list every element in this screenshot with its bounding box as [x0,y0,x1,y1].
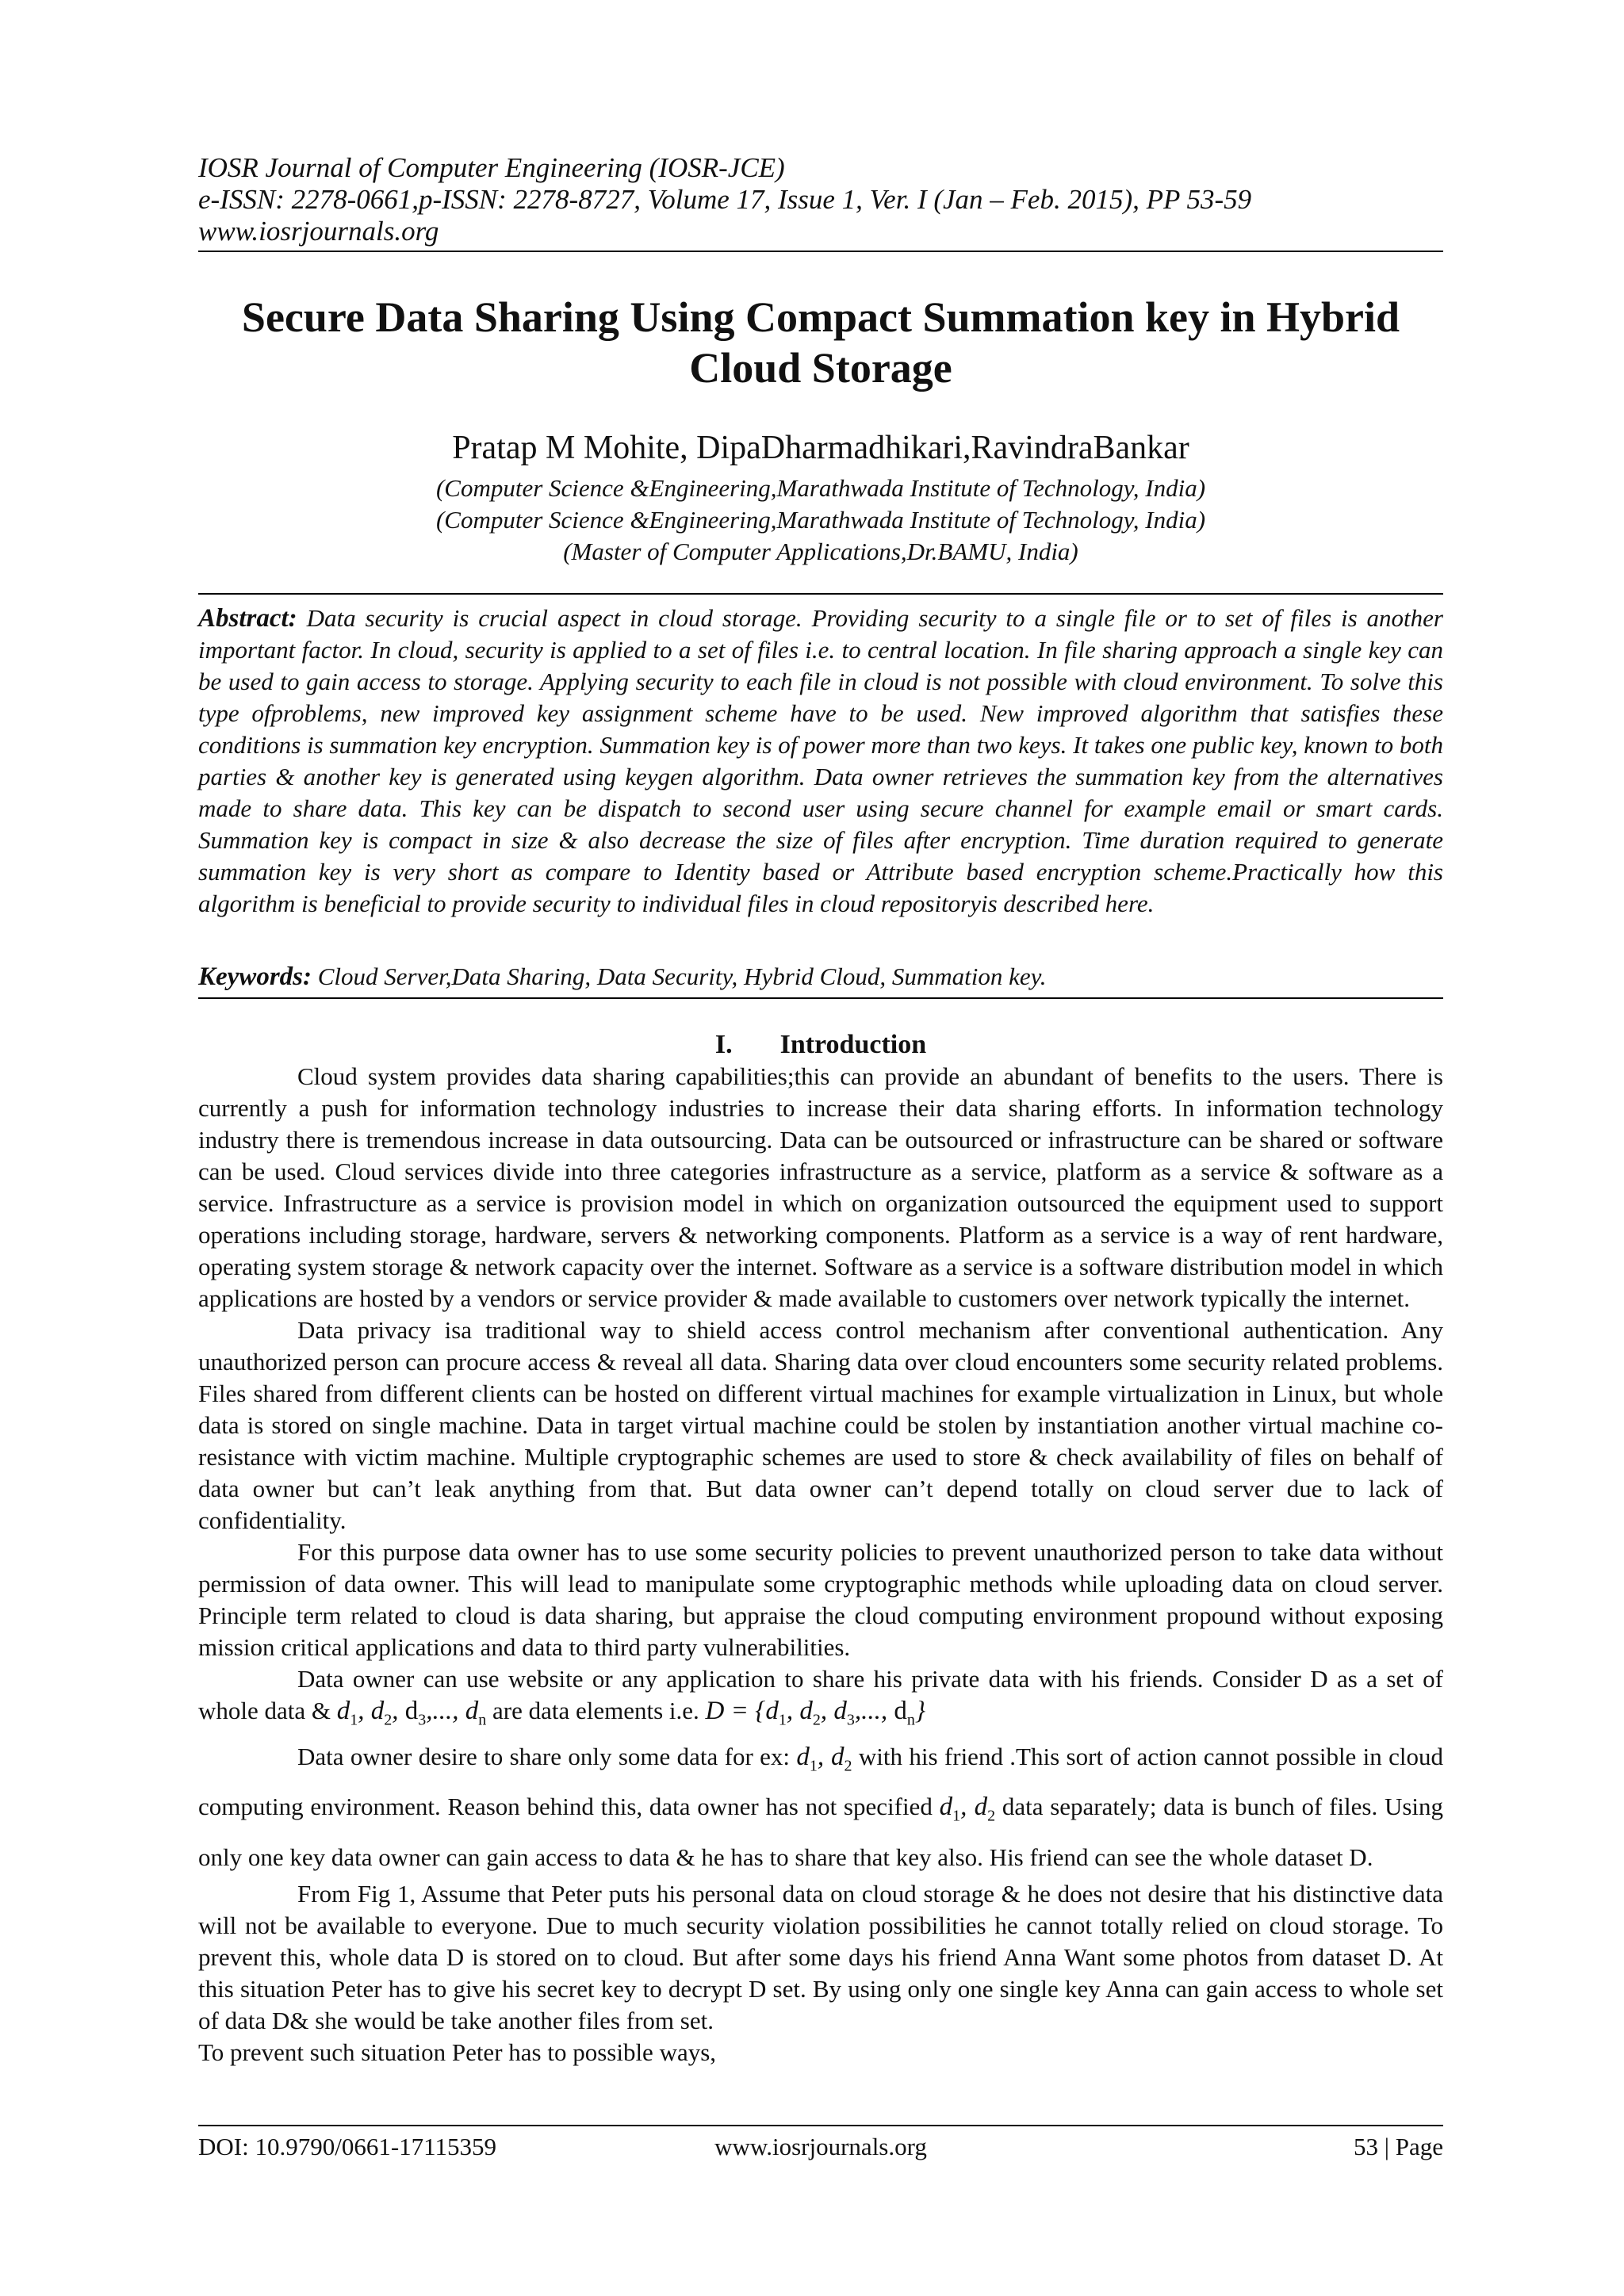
keywords [198,961,1443,993]
paragraph-1: Cloud system provides data sharing capabilities;this can provide an abundant of benefits to the users. There is currently a push for information technology industries to increase their data sharing efforts. In information technology industry there is tremendous increase in data outsourcing. Data can be outsourced or infrastructure can be shared or software can be used. Cloud services divide into three categories infrastructure as a service, platform as a service & software as a service. Infrastructure as a service is provision model in which on organization outsourced the equipment used to support operations including storage, hardware, servers & networking components. Platform as a service is a way of rent hardware, operating system storage & network capacity over the internet. Software as a service is a software distribution model in which applications are hosted by a vendors or service provider & made available to customers over network typically the internet. [198,1062,1443,1312]
paragraph-5 [198,1736,1443,1878]
paragraph-2: Data privacy isa traditional way to shield access control mechanism after conventional authentication. Any unauthorized person can procure access & reveal all data. Sharing data over cloud encounters some security related problems. Files shared from different clients can be hosted on different virtual machines for example virtualization in Linux, but whole data is stored on single machine. Data in target virtual machine could be stolen by instantiation another virtual machine co-resistance with victim machine. Multiple cryptographic schemes are used to store & check availability of files on behalf of data owner but can’t leak anything from that. But data owner can’t depend totally on cloud server due to lack of confidentiality. [198,1316,1443,1534]
abstract-text: Data security is crucial aspect in cloud storage. Providing security to a single file or to set of files is another important factor. In cloud, security is applied to a set of files i.e. to central location. In file sharing approach a single key can be used to gain access to storage. Applying security to each file in cloud is not possible with cloud environment. To solve this type ofproblems, new improved key assignment scheme have to be used. New improved algorithm that satisfies these conditions is summation key encryption. Summation key is of power more than two keys. It takes one public key, known to both parties & another key is generated using keygen algorithm. Data owner retrieves the summation key from the alternatives made to share data. This key can be dispatch to second user using secure channel for example email or smart cards. Summation key is compact in size & also decrease the size of files after encryption. Time duration required to generate summation key is very short as compare to Identity based or Attribute based encryption scheme.Practically how this algorithm is beneficial to provide security to individual files in cloud repositoryis described here. [198,604,1443,917]
math-dataset-d: $D = \{d_1$, $d_2$, $d_3$,..., $d_n$} [705,1697,926,1729]
header-rule [198,251,1443,252]
math-d1-d2-specified: $d_1$, $d_2$ [939,1793,996,1825]
math-data-elements: $d_1$, $d_2$, $d_3$,..., $d_n$ [336,1697,487,1729]
section-heading [198,1029,1443,1061]
title-line-1: Secure Data Sharing Using Compact Summation key in Hybrid [241,293,1400,341]
title-line-2: Cloud Storage [689,344,952,392]
keywords-label: Keywords: [198,962,312,991]
abstract-top-rule [198,593,1443,595]
abstract-label: Abstract: [198,604,297,633]
affiliation-2: (Computer Science &Engineering,Marathwada Institute of Technology, India) [435,506,1206,534]
footer-rule [198,2125,1443,2126]
paragraph-4 [198,1663,1443,1736]
paragraph-4-text-a: Data owner can use website or any application to share his private data with his friends. Consider D as a set of whole data & [198,1665,1443,1724]
keywords-text: Cloud Server,Data Sharing, Data Security, Hybrid Cloud, Summation key. [317,962,1047,990]
affiliations [198,473,1443,568]
affiliation-3: (Master of Computer Applications,Dr.BAMU, India) [563,538,1078,565]
section-number: I. [714,1030,733,1059]
paragraph-3: For this purpose data owner has to use some security policies to prevent unauthorized person to take data without permission of data owner. This will lead to manipulate some cryptographic methods while uploading data on cloud server. Principle term related to cloud is data sharing, but appraise the cloud computing environment propound without exposing mission critical applications and data to third party vulnerabilities. [198,1538,1443,1661]
affiliation-1: (Computer Science &Engineering,Marathwada Institute of Technology, India) [435,474,1206,502]
paragraph-5-text-a: Data owner desire to share only some data for ex: [297,1742,791,1770]
abstract [198,603,1443,920]
math-d1-d2: $d_1$, $d_2$ [796,1742,852,1775]
body-text [198,1061,1443,2068]
footer-website: www.iosrjournals.org [714,2133,927,2160]
journal-name: IOSR Journal of Computer Engineering (IOSR-JCE) [198,152,785,183]
journal-header [198,152,1443,247]
paper-title [198,292,1443,393]
journal-issn: e-ISSN: 2278-0661,p-ISSN: 2278-8727, Volume 17, Issue 1, Ver. I (Jan – Feb. 2015), PP 53-59 [198,184,1252,215]
paragraph-5-text-c: data separately; data is bunch of files. Using only one key data owner can gain access to data & he has to share that key also. His friend can see the whole dataset D. [198,1793,1444,1871]
authors: Pratap M Mohite, DipaDharmadhikari,RavindraBankar [452,430,1189,466]
paragraph-4-text-b: are data elements i.e. [492,1697,699,1724]
paragraph-7: To prevent such situation Peter has to possible ways, [198,2038,717,2066]
abstract-bottom-rule [198,997,1443,999]
footer-page-number: 53 | Page [1354,2133,1443,2160]
paragraph-5-text-b: with his friend .This sort of action cannot possible in cloud computing environment. Reason behind this, data owner has not specified [198,1742,1444,1821]
paragraph-6: From Fig 1, Assume that Peter puts his personal data on cloud storage & he does not desire that his distinctive data will not be available to everyone. Due to much security violation possibilities he cannot totally relied on cloud storage. To prevent this, whole data D is stored on to cloud. But after some days his friend Anna Want some photos from dataset D. At this situation Peter has to give his secret key to decrypt D set. By using only one single key Anna can gain access to whole set of data D& she would be take another files from set. [198,1879,1443,2034]
section-title: Introduction [779,1030,927,1059]
footer-doi: DOI: 10.9790/0661-17115359 [198,2133,496,2160]
journal-website: www.iosrjournals.org [198,216,439,247]
